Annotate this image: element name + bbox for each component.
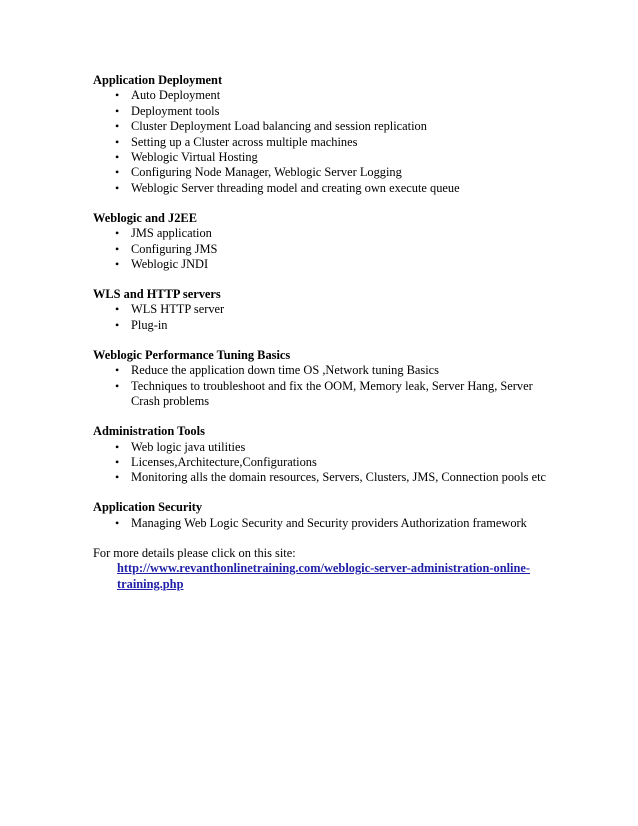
list-item-text: Plug-in <box>131 317 168 332</box>
section-heading: Weblogic Performance Tuning Basics <box>93 347 291 362</box>
list-item-text: Managing Web Logic Security and Security providers Authorization framework <box>131 515 527 530</box>
bullet-icon: • <box>115 302 120 317</box>
list-item-text: Weblogic JNDI <box>131 257 209 272</box>
footer-text: For more details please click on this site: <box>93 545 296 560</box>
list-item <box>93 150 553 165</box>
bullet-icon: • <box>115 103 120 118</box>
list-item <box>93 379 553 410</box>
list-item <box>93 440 553 455</box>
bullet-icon: • <box>115 317 120 332</box>
section-heading: Administration Tools <box>93 424 205 439</box>
bullet-icon: • <box>115 363 120 378</box>
bullet-icon: • <box>115 165 120 180</box>
bullet-icon: • <box>115 257 120 272</box>
list-item <box>93 318 553 333</box>
bullet-icon: • <box>115 241 120 256</box>
list-item <box>93 119 553 134</box>
list-item-text: Configuring JMS <box>131 241 218 256</box>
footer-section <box>93 546 553 592</box>
list-item-text: Setting up a Cluster across multiple machines <box>131 134 358 149</box>
bullet-icon: • <box>115 180 120 195</box>
section-administration-tools <box>93 424 553 486</box>
bullet-icon: • <box>115 378 120 393</box>
list-item-text: Weblogic Virtual Hosting <box>131 150 258 165</box>
bullet-list <box>93 363 553 409</box>
list-item <box>93 226 553 241</box>
list-item <box>93 181 553 196</box>
bullet-icon: • <box>115 88 120 103</box>
list-item <box>93 470 553 485</box>
list-item <box>93 88 553 103</box>
list-item <box>93 135 553 150</box>
list-item <box>93 302 553 317</box>
bullet-list <box>93 226 553 272</box>
document-page <box>93 73 553 607</box>
section-heading: Application Deployment <box>93 73 223 87</box>
list-item <box>93 257 553 272</box>
section-application-security <box>93 500 553 531</box>
bullet-list <box>93 516 553 531</box>
bullet-list <box>93 88 553 196</box>
list-item-text: Web logic java utilities <box>131 439 246 454</box>
list-item-text: Auto Deployment <box>131 88 221 103</box>
list-item <box>93 165 553 180</box>
section-performance-tuning <box>93 348 553 410</box>
section-application-deployment <box>93 73 553 196</box>
list-item <box>93 242 553 257</box>
list-item-text: Monitoring alls the domain resources, Servers, Clusters, JMS, Connection pools etc <box>131 470 547 485</box>
bullet-icon: • <box>115 439 120 454</box>
section-wls-http <box>93 287 553 333</box>
bullet-list <box>93 302 553 333</box>
list-item-text: JMS application <box>131 226 212 241</box>
list-item-text: Cluster Deployment Load balancing and session replication <box>131 119 427 134</box>
bullet-icon: • <box>115 515 120 530</box>
list-item-text: Licenses,Architecture,Configurations <box>131 454 317 469</box>
section-weblogic-j2ee <box>93 211 553 273</box>
bullet-icon: • <box>115 119 120 134</box>
list-item <box>93 104 553 119</box>
section-heading: WLS and HTTP servers <box>93 287 221 302</box>
section-heading: Application Security <box>93 500 203 515</box>
list-item-text: Techniques to troubleshoot and fix the OOM, Memory leak, Server Hang, Server Crash problems <box>131 378 533 409</box>
list-item <box>93 516 553 531</box>
list-item-text: Deployment tools <box>131 103 220 118</box>
list-item-text: Reduce the application down time OS ,Network tuning Basics <box>131 363 439 378</box>
list-item-text: Weblogic Server threading model and creating own execute queue <box>131 180 460 195</box>
section-heading: Weblogic and J2EE <box>93 210 197 225</box>
bullet-icon: • <box>115 150 120 165</box>
bullet-icon: • <box>115 134 120 149</box>
website-link[interactable]: http://www.revanthonlinetraining.com/weblogic-server-administration-online-training.php <box>117 561 530 591</box>
list-item <box>93 363 553 378</box>
bullet-icon: • <box>115 226 120 241</box>
list-item <box>93 455 553 470</box>
bullet-list <box>93 440 553 486</box>
list-item-text: Configuring Node Manager, Weblogic Server Logging <box>131 165 402 180</box>
bullet-icon: • <box>115 454 120 469</box>
list-item-text: WLS HTTP server <box>131 302 225 317</box>
bullet-icon: • <box>115 470 120 485</box>
